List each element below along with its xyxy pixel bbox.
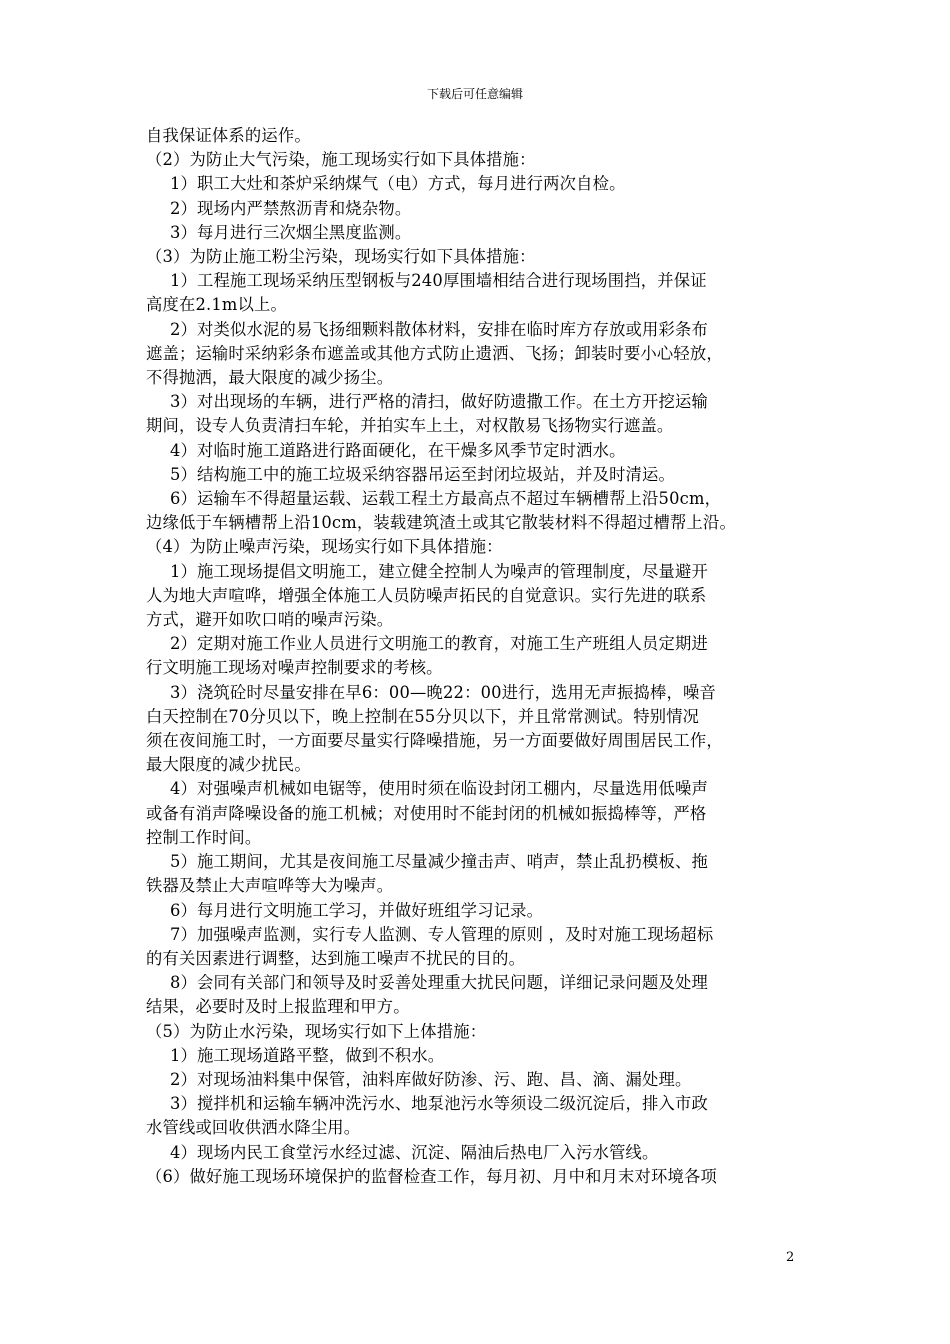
paragraph — [146, 971, 822, 1019]
paragraph-line: 的有关因素进行调整，达到施工噪声不扰民的目的。 — [146, 948, 526, 968]
paragraph-line: 白天控制在70分贝以下，晚上控制在55分贝以下，并且常常测试。特别情况 — [146, 706, 700, 726]
paragraph — [146, 1165, 822, 1189]
paragraph-line: 2）对类似水泥的易飞扬细颗料散体材料，安排在临时库方存放或用彩条布 — [170, 319, 708, 339]
page-number: 2 — [786, 1250, 795, 1265]
paragraph — [146, 535, 822, 559]
paragraph — [146, 1020, 822, 1044]
paragraph — [146, 124, 822, 148]
paragraph — [146, 269, 822, 317]
paragraph-line: 1）施工现场提倡文明施工，建立健全控制人为噪声的管理制度，尽量避开 — [170, 561, 708, 581]
paragraph — [146, 463, 822, 487]
paragraph-line: 8）会同有关部门和领导及时妥善处理重大扰民问题，详细记录问题及处理 — [170, 973, 708, 993]
paragraph-line: 5）结构施工中的施工垃圾采纳容器吊运至封闭垃圾站，并及时清运。 — [170, 464, 675, 484]
paragraph — [146, 923, 822, 971]
paragraph-line: 人为地大声喧哗，增强全体施工人员防噪声拓民的自觉意识。实行先进的联系 — [146, 585, 707, 605]
paragraph — [146, 1068, 822, 1092]
paragraph-line: 2）现场内严禁熬沥青和烧杂物。 — [170, 198, 412, 218]
paragraph — [146, 850, 822, 898]
paragraph — [146, 318, 822, 391]
paragraph-line: 行文明施工现场对噪声控制要求的考核。 — [146, 658, 443, 678]
paragraph — [146, 221, 822, 245]
paragraph-line: 不得抛洒，最大限度的减少扬尘。 — [146, 368, 394, 388]
paragraph-line: 2）对现场油料集中保管，油料库做好防渗、污、跑、昌、滴、漏处理。 — [170, 1069, 692, 1089]
paragraph-line: 边缘低于车辆槽帮上沿10cm，装载建筑渣土或其它散装材料不得超过槽帮上沿。 — [146, 513, 736, 533]
paragraph-line: （6）做好施工现场环境保护的监督检查工作，每月初、月中和月末对环境各项 — [146, 1166, 717, 1186]
paragraph-line: 3）浇筑砼时尽量安排在早6：00—晚22：00进行，选用无声振捣棒，噪音 — [170, 682, 716, 702]
paragraph-line: 6）每月进行文明施工学习，并做好班组学习记录。 — [170, 900, 544, 920]
paragraph-line: 自我保证体系的运作。 — [146, 126, 311, 145]
paragraph-line: （5）为防止水污染，现场实行如下上体措施： — [146, 1021, 487, 1041]
paragraph — [146, 172, 822, 196]
paragraph-line: 5）施工期间，尤其是夜间施工尽量减少撞击声、哨声，禁止乱扔模板、拖 — [170, 852, 708, 872]
paragraph — [146, 197, 822, 221]
paragraph — [146, 560, 822, 633]
paragraph — [146, 899, 822, 923]
paragraph-line: （3）为防止施工粉尘污染，现场实行如下具体措施： — [146, 247, 536, 267]
paragraph-line: 期间，设专人负责清扫车轮，并拍实车上土，对权散易飞扬物实行遮盖。 — [146, 416, 674, 436]
paragraph-line: 3）每月进行三次烟尘黑度监测。 — [170, 222, 412, 242]
paragraph-line: 水管线或回收供洒水降尘用。 — [146, 1118, 361, 1138]
paragraph-line: （2）为防止大气污染，施工现场实行如下具体措施： — [146, 150, 536, 170]
paragraph — [146, 1092, 822, 1140]
paragraph — [146, 1141, 822, 1165]
paragraph — [146, 439, 822, 463]
paragraph-line: 1）工程施工现场采纳压型钢板与240厚围墙相结合进行现场围挡，并保证 — [170, 271, 707, 291]
paragraph-line: （4）为防止噪声污染，现场实行如下具体措施： — [146, 537, 503, 557]
paragraph — [146, 777, 822, 850]
paragraph-line: 6）运输车不得超量运载、运载工程土方最高点不超过车辆槽帮上沿50cm， — [170, 489, 722, 509]
paragraph-line: 7）加强噪声监测，实行专人监测、专人管理的原则 ，及时对施工现场超标 — [170, 924, 714, 944]
paragraph — [146, 487, 822, 535]
paragraph — [146, 148, 822, 172]
paragraph-line: 须在夜间施工时，一方面要尽量实行降噪措施，另一方面要做好周围居民工作， — [146, 731, 723, 751]
page-header: 下载后可任意编辑 — [426, 87, 523, 101]
paragraph-line: 铁器及禁止大声喧哗等大为噪声。 — [146, 876, 394, 896]
paragraph-line: 2）定期对施工作业人员进行文明施工的教育，对施工生产班组人员定期进 — [170, 634, 708, 654]
paragraph-line: 结果，必要时及时上报监理和甲方。 — [146, 997, 410, 1017]
paragraph-line: 方式，避开如吹口哨的噪声污染。 — [146, 610, 394, 630]
paragraph — [146, 245, 822, 269]
paragraph-line: 4）对强噪声机械如电锯等，使用时须在临设封闭工棚内，尽量选用低噪声 — [170, 779, 708, 799]
paragraph — [146, 681, 822, 778]
paragraph-line: 高度在2.1m以上。 — [146, 295, 288, 315]
paragraph-line: 3）对出现场的车辆，进行严格的清扫，做好防遗撒工作。在土方开挖运输 — [170, 392, 708, 412]
paragraph-line: 3）搅拌机和运输车辆冲洗污水、地泵池污水等须设二级沉淀后，排入市政 — [170, 1094, 708, 1114]
paragraph-line: 4）现场内民工食堂污水经过滤、沉淀、隔油后热电厂入污水管线。 — [170, 1142, 659, 1162]
paragraph — [146, 390, 822, 438]
paragraph-line: 最大限度的减少扰民。 — [146, 755, 311, 775]
paragraph-line: 1）施工现场道路平整，做到不积水。 — [170, 1045, 445, 1065]
paragraph-line: 遮盖；运输时采纳彩条布遮盖或其他方式防止遗洒、飞扬；卸装时要小心轻放， — [146, 343, 723, 363]
paragraph — [146, 1044, 822, 1068]
paragraph — [146, 632, 822, 680]
document-body — [146, 124, 822, 1189]
paragraph-line: 1）职工大灶和茶炉采纳煤气（电）方式，每月进行两次自检。 — [170, 174, 626, 194]
paragraph-line: 控制工作时间。 — [146, 827, 262, 847]
paragraph-line: 或备有消声降噪设备的施工机械；对使用时不能封闭的机械如振捣棒等，严格 — [146, 803, 707, 823]
paragraph-line: 4）对临时施工道路进行路面硬化，在干燥多风季节定时洒水。 — [170, 440, 626, 460]
